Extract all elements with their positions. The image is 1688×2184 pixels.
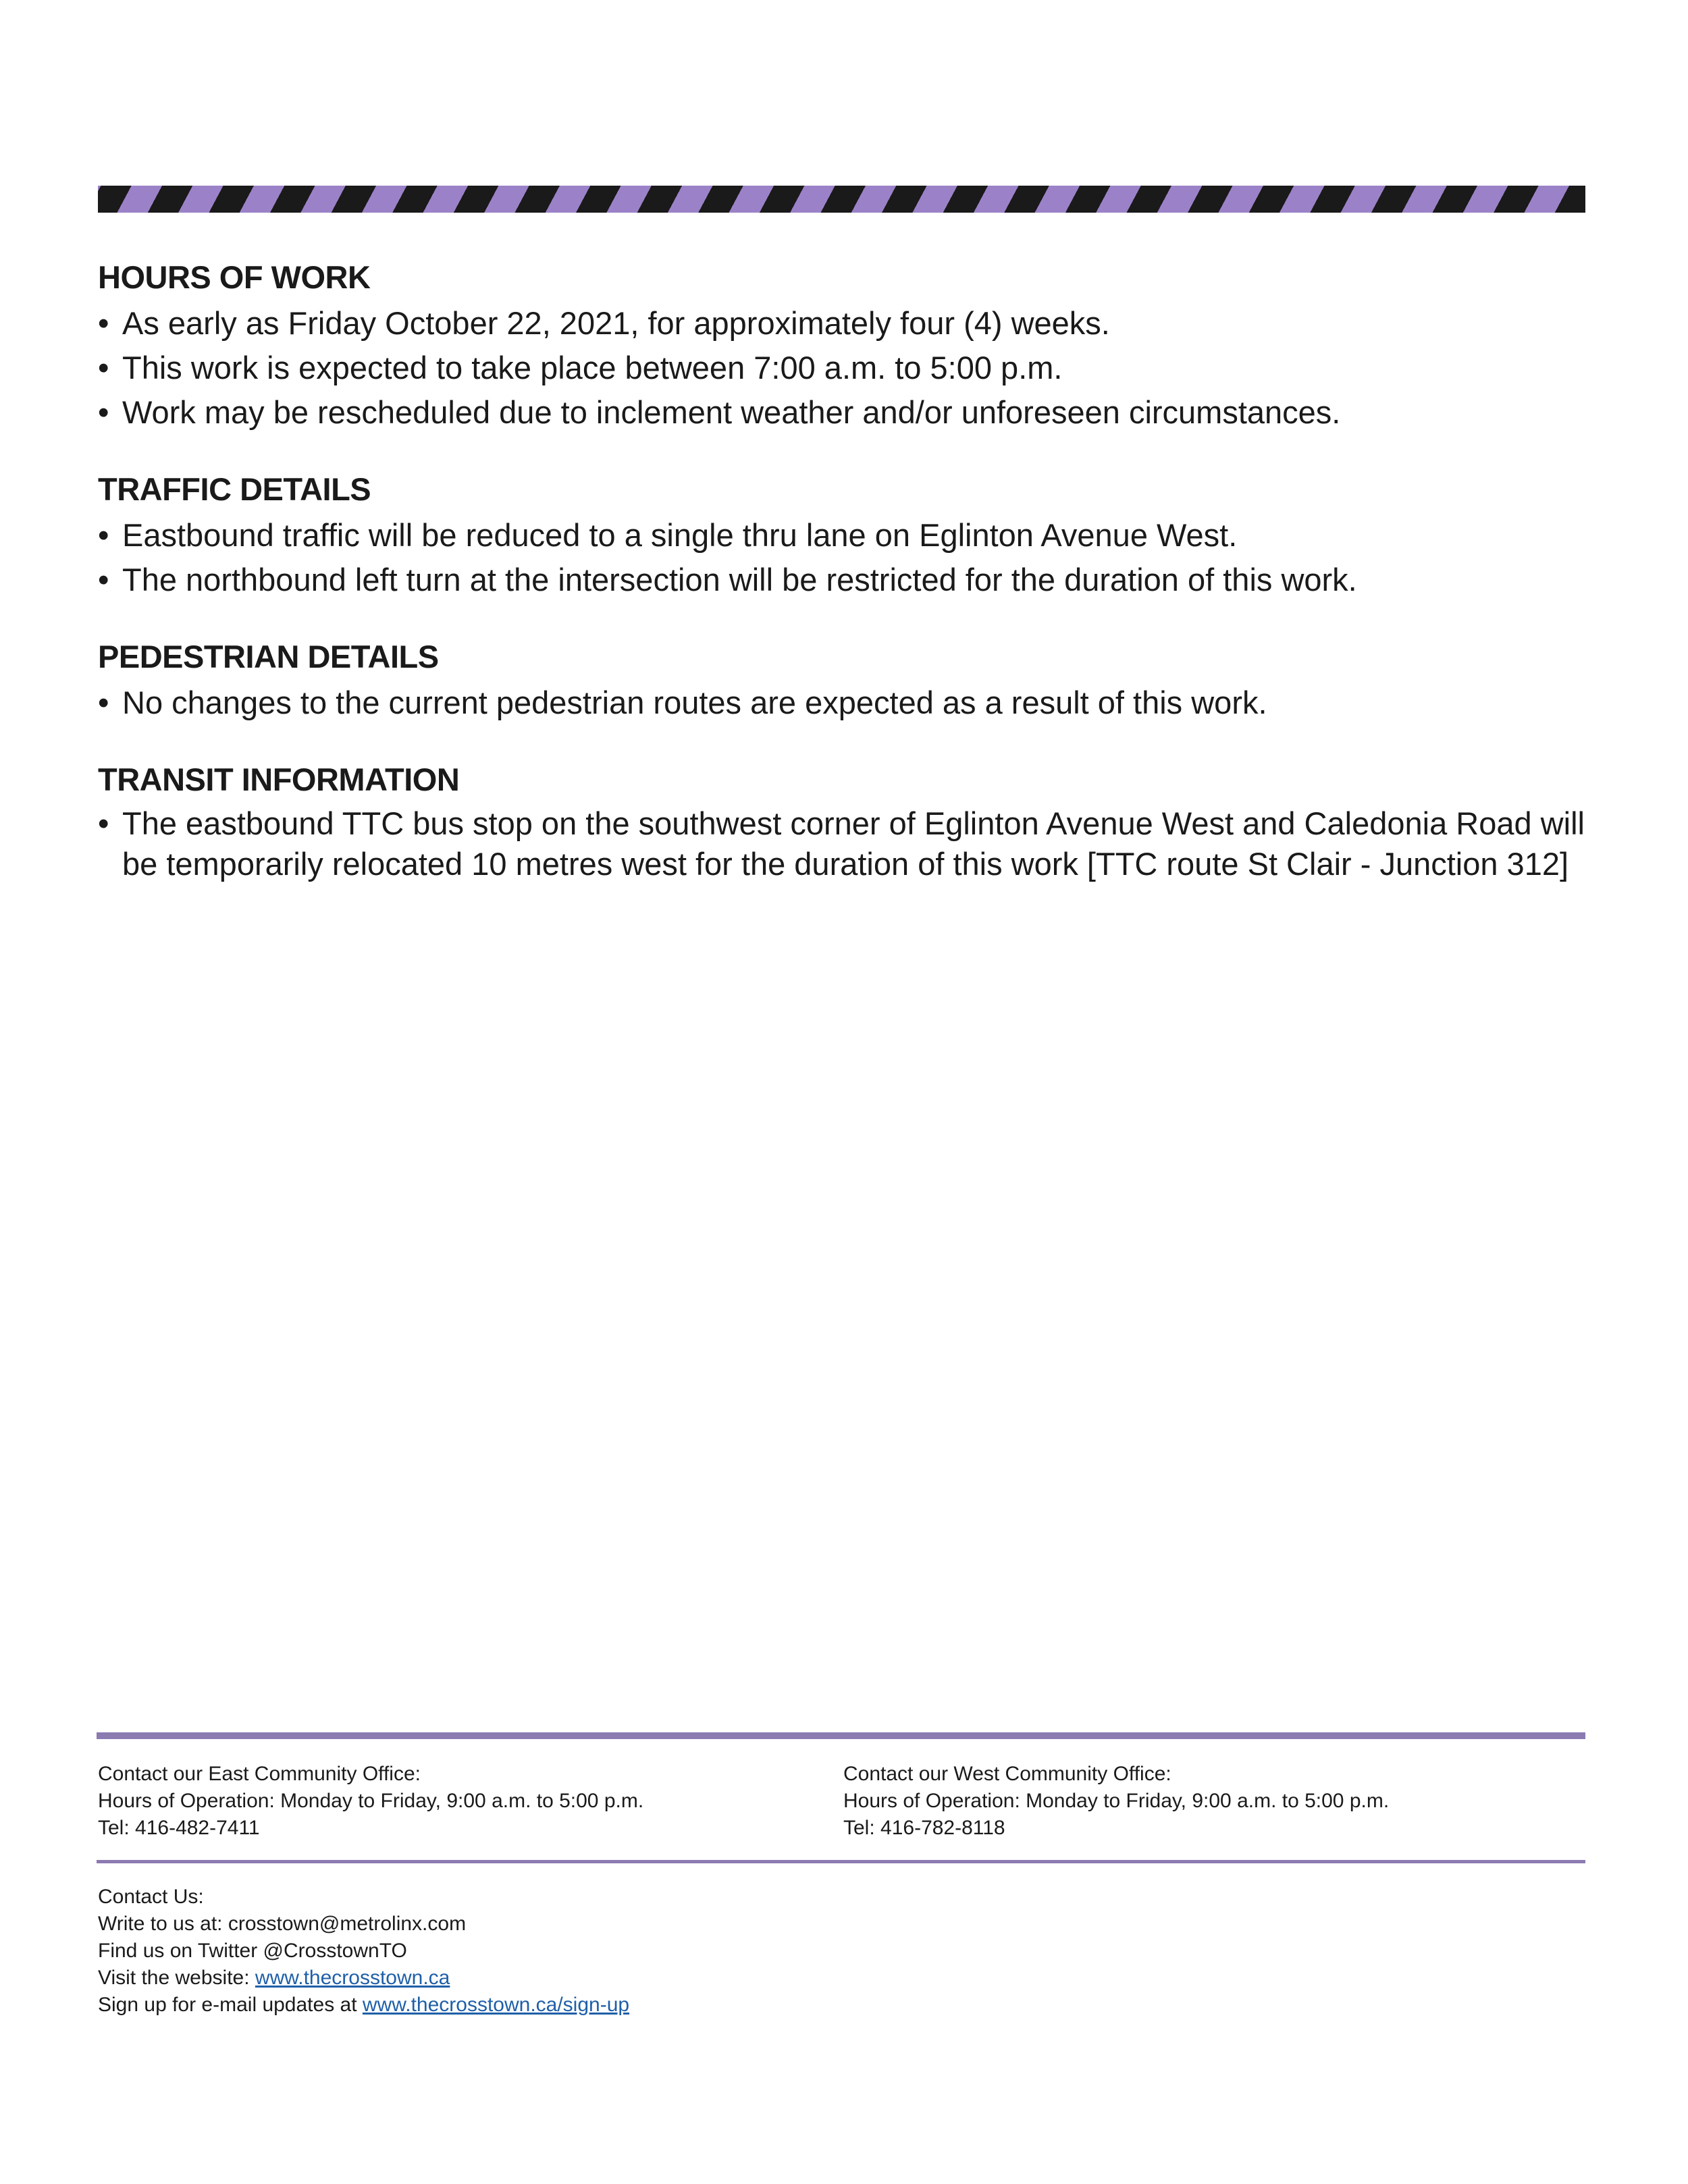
section-traffic-details [98,469,1604,602]
list-item: • No changes to the current pedestrian routes are expected as a result of this work. [98,681,1604,725]
list-item: • This work is expected to take place between 7:00 a.m. to 5:00 p.m. [98,346,1604,390]
footer-divider-bottom [97,1860,1585,1863]
section-heading: HOURS OF WORK [98,259,371,295]
contact-email: Write to us at: crosstown@metrolinx.com [98,1913,467,1935]
bullet-list [98,513,1604,602]
bullet-list [98,681,1604,725]
section-heading: PEDESTRIAN DETAILS [98,639,439,674]
bullet-list [98,803,1604,884]
bullet-list [98,301,1604,435]
east-office-tel: Tel: 416-482-7411 [98,1817,260,1839]
header-stripe-bar [98,186,1585,213]
list-item: • The eastbound TTC bus stop on the southwest corner of Eglinton Avenue West and Caledonia Road will be temporarily relocated 10 metres west for the duration of this work [TTC route St Clair - Junction 312] [98,803,1604,884]
list-item: • The northbound left turn at the intersection will be restricted for the duration of this work. [98,558,1604,602]
section-transit-information [98,759,1604,884]
section-pedestrian-details [98,636,1604,725]
contact-twitter: Find us on Twitter @CrosstownTO [98,1940,407,1962]
section-heading: TRANSIT INFORMATION [98,762,460,797]
signup-prefix: Sign up for e-mail updates at [98,1994,363,2016]
list-item: • As early as Friday October 22, 2021, for approximately four (4) weeks. [98,301,1604,346]
east-office-title: Contact our East Community Office: [98,1763,421,1785]
west-office-title: Contact our West Community Office: [843,1763,1171,1785]
notice-body [98,257,1604,918]
website-prefix: Visit the website: [98,1967,255,1989]
contact-signup [98,1992,629,2019]
website-link[interactable]: www.thecrosstown.ca [255,1967,450,1989]
east-office-info [98,1761,643,1842]
list-item: • Eastbound traffic will be reduced to a single thru lane on Eglinton Avenue West. [98,513,1604,558]
list-item: • Work may be rescheduled due to inclement weather and/or unforeseen circumstances. [98,390,1604,435]
contact-website [98,1965,629,1992]
west-office-tel: Tel: 416-782-8118 [843,1817,1005,1839]
west-office-hours: Hours of Operation: Monday to Friday, 9:00 a.m. to 5:00 p.m. [843,1790,1390,1812]
contact-title: Contact Us: [98,1886,204,1908]
footer-divider-top [97,1732,1585,1739]
east-office-hours: Hours of Operation: Monday to Friday, 9:00 a.m. to 5:00 p.m. [98,1790,644,1812]
contact-us-block [98,1884,629,2019]
section-hours-of-work [98,257,1604,435]
signup-link[interactable]: www.thecrosstown.ca/sign-up [362,1994,630,2016]
west-office-info [843,1761,1389,1842]
section-heading: TRAFFIC DETAILS [98,471,371,507]
